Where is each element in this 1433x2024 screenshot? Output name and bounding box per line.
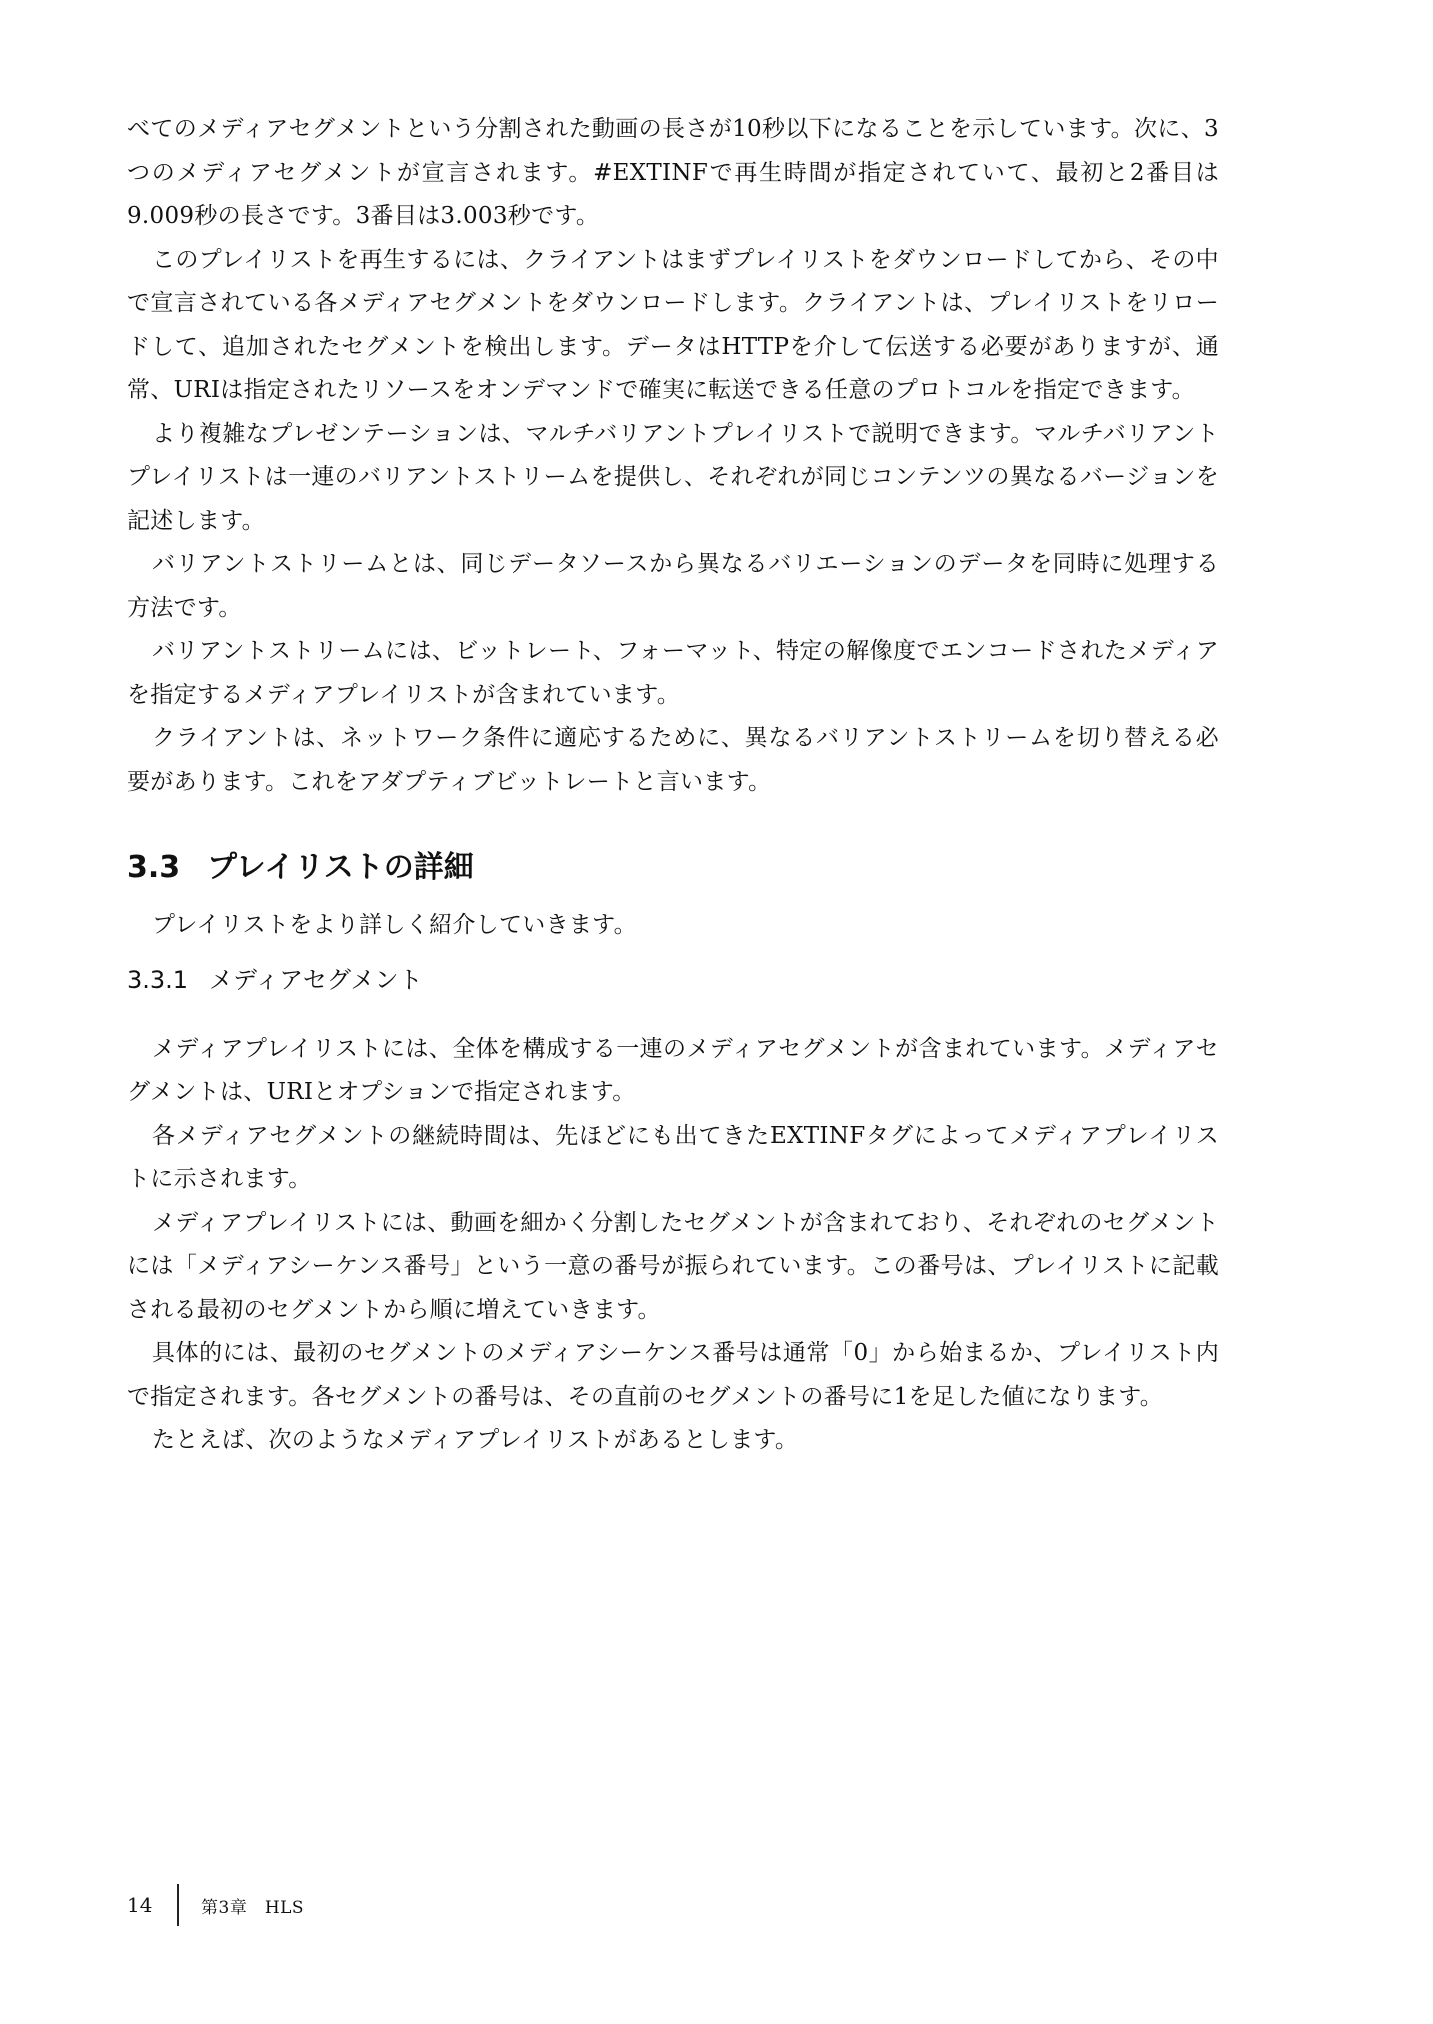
section-heading [127,846,1219,890]
section-title: プレイリストの詳細 [207,850,474,885]
paragraph: べてのメディアセグメントという分割された動画の長さが10秒以下になることを示しています。次に、3つのメディアセグメントが宣言されます。#EXTINFで再生時間が指定されていて、最初と2番目は9.009秒の長さです。3番目は3.003秒です。 [127,116,1219,229]
subsection-heading [127,958,1219,1002]
paragraph: メディアプレイリストには、全体を構成する一連のメディアセグメントが含まれています。メディアセグメントは、URIとオプションで指定されます。 [127,1035,1219,1105]
page-body [127,108,1219,1463]
paragraph: バリアントストリームとは、同じデータソースから異なるバリエーションのデータを同時に処理する方法です。 [127,551,1219,621]
page-footer [127,1880,304,1930]
running-header-chapter: 第3章 HLS [201,1897,305,1918]
section-intro: プレイリストをより詳しく紹介していきます。 [152,912,637,938]
footer-divider [177,1884,179,1926]
paragraph: 各メディアセグメントの継続時間は、先ほどにも出てきたEXTINFタグによってメディアプレイリストに示されます。 [127,1122,1219,1192]
paragraph: バリアントストリームには、ビットレート、フォーマット、特定の解像度でエンコードされたメディアを指定するメディアプレイリストが含まれています。 [127,638,1219,708]
subsection-number: 3.3.1 [127,965,189,994]
paragraph: たとえば、次のようなメディアプレイリストがあるとします。 [152,1427,799,1453]
paragraph: このプレイリストを再生するには、クライアントはまずプレイリストをダウンロードしてから、その中で宣言されている各メディアセグメントをダウンロードします。クライアントは、プレイリストをリロードして、追加されたセグメントを検出します。データはHTTPを介して伝送する必要がありますが、通常、URIは指定されたリソースをオンデマンドで確実に転送できる任意のプロトコルを指定できます。 [127,246,1219,403]
paragraph: より複雑なプレゼンテーションは、マルチバリアントプレイリストで説明できます。マルチバリアントプレイリストは一連のバリアントストリームを提供し、それぞれが同じコンテンツの異なるバージョンを記述します。 [127,420,1219,534]
section-number: 3.3 [127,850,181,885]
subsection-title: メディアセグメント [209,965,423,994]
paragraph: メディアプレイリストには、動画を細かく分割したセグメントが含まれており、それぞれのセグメントには「メディアシーケンス番号」という一意の番号が振られています。この番号は、プレイリストに記載される最初のセグメントから順に増えていきます。 [127,1209,1219,1323]
paragraph: 具体的には、最初のセグメントのメディアシーケンス番号は通常「0」から始まるか、プレイリスト内で指定されます。各セグメントの番号は、その直前のセグメントの番号に1を足した値になります。 [127,1340,1219,1410]
paragraph: クライアントは、ネットワーク条件に適応するために、異なるバリアントストリームを切り替える必要があります。これをアダプティブビットレートと言います。 [127,725,1219,795]
page-number: 14 [127,1893,153,1917]
